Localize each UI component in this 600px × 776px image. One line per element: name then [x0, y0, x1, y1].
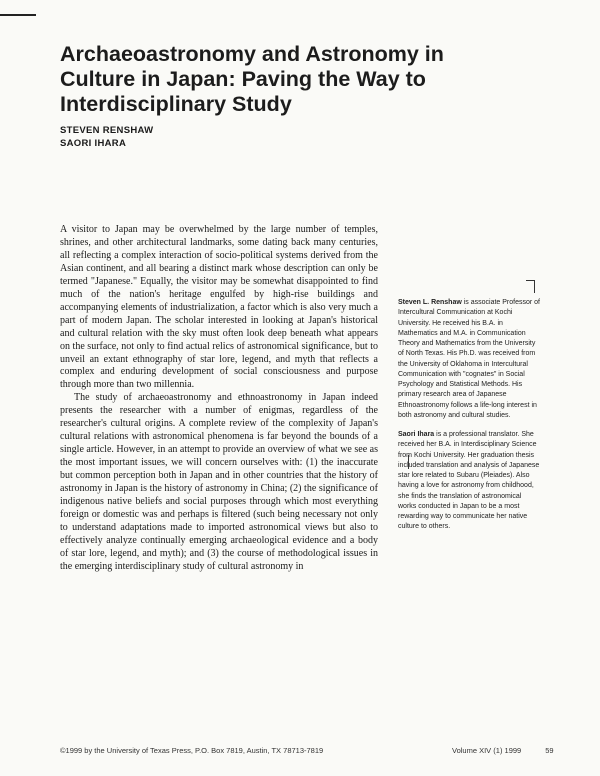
- sidebar-bracket: [526, 280, 535, 293]
- body-paragraph: The study of archaeoastronomy and ethnoastronomy in Japan indeed presents the researcher with a number of enigmas, regardless of the researcher's cultural origins. A complete review of the complexity of Japan's cultural relations with astronomical phenomena is far beyond the bounds of a single article. However, in an attempt to provide an overview of what we see as the most important issues, we will concern ourselves with: (1) the inaccurate but common perception both in Japan and in other countries that the history of astronomy in Japan is the history of astronomy in China; (2) the significance of indigenous native beliefs and social purposes through which most everything foreign or domestic was and perhaps is filtered (such being necessary not only to understand adaptations made to imported astronomical views but also to effectively analyze continually emerging archaeological evidence and a body of star lore, legend, and myth); and (3) the course of methodological issues in the emerging interdisciplinary study of cultural astronomy in: [60, 392, 378, 572]
- volume-info: Volume XIV (1) 1999: [452, 746, 522, 755]
- crop-mark: [0, 14, 36, 16]
- bio-name: Saori Ihara: [398, 431, 435, 438]
- bio-name: Steven L. Renshaw: [398, 299, 462, 306]
- author-bio: [398, 430, 540, 533]
- bio-text: is associate Professor of Intercultural Communication at Kochi University. He received his B.A. in Mathematics and M.A. in Communication Theory and Mathematics from the University of North Texas. His Ph.D. was received from the University of Oklahoma in Intercultural Communication with "cognates" in Social Psychology and Statistical Methods. His primary research area of Japanese Ethnoastronomy follows a life-long interest in both astronomy and cultural studies.: [398, 299, 540, 419]
- bio-text: is a professional translator. She received her B.A. in Interdisciplinary Science from Kochi University. Her graduation thesis included translation and analysis of Japanese star lore related to Subaru (Pleiades). Also having a love for astronomy from childhood, she finds the translation of astronomical works conducted in Japan to be a most rewarding way to communicate her native culture to others.: [398, 431, 540, 531]
- page-number: 59: [545, 746, 554, 755]
- author-bios-sidebar: [398, 298, 540, 533]
- author-list: [60, 124, 153, 150]
- body-paragraph: A visitor to Japan may be overwhelmed by the large number of temples, shrines, and other architectural landmarks, some dating back many centuries, all reflecting a complex interaction of socio-political systems derived from the Asian continent, and all bearing a distinct mark whose description can only be termed "Japanese." Equally, the visitor may be somewhat disappointed to find much of the nation's heritage engulfed by high-rise buildings and accompanying elements of industrialization, a factor which is also very much a part of modern Japan. The scholar interested in looking at Japan's historical and cultural relation with the sky must often look deep beneath what appears on the surface, not only to find actual relics of astronomical significance, but to unveil an extant ethnography of star lore, legend, and myth that reflects a complex and enduring development of social consciousness and purpose through more than two millennia.: [60, 224, 378, 391]
- article-body: [60, 224, 378, 574]
- copyright-notice: ©1999 by the University of Texas Press, P.O. Box 7819, Austin, TX 78713-7819: [60, 746, 324, 755]
- author-bio: [398, 298, 540, 421]
- article-title: Archaeoastronomy and Astronomy in Culture in Japan: Paving the Way to Interdisciplinary Study: [60, 42, 444, 116]
- journal-info: [452, 746, 554, 755]
- author-name: STEVEN RENSHAW: [60, 125, 154, 136]
- author-name: SAORI IHARA: [60, 138, 127, 149]
